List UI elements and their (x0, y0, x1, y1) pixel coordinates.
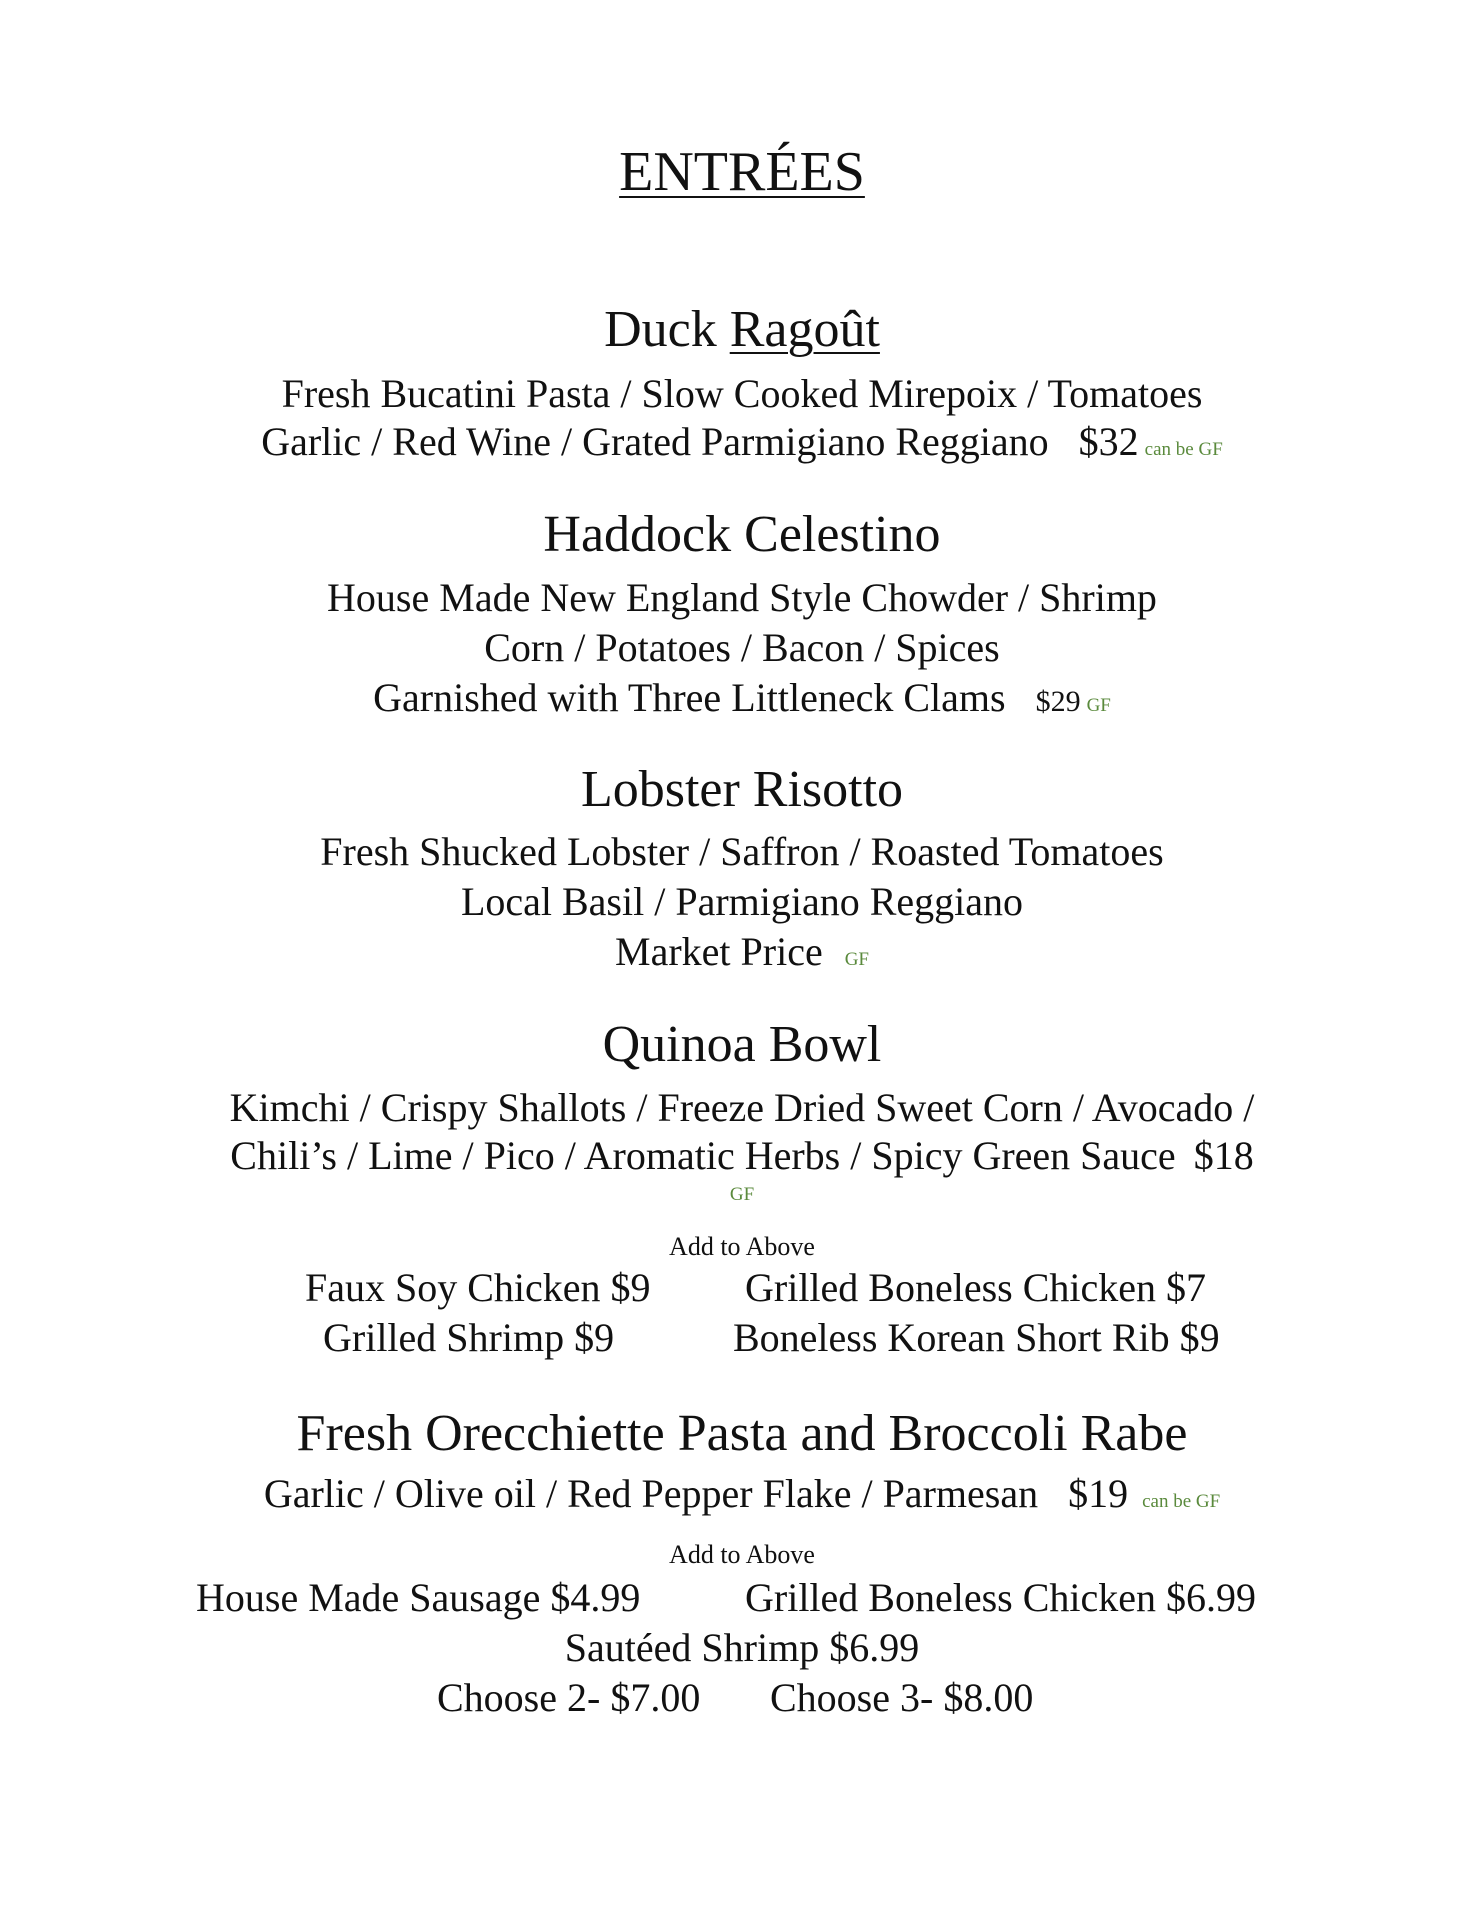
dish-price: $19 (1068, 1471, 1129, 1516)
dish-description-line: Corn / Potatoes / Bacon / Spices (484, 625, 1000, 670)
dish-description-line (0, 1470, 1484, 1517)
dish-description-line (0, 674, 1484, 721)
dish-description-line: Fresh Shucked Lobster / Saffron / Roasted Tomatoes (320, 829, 1164, 874)
add-on-item: Grilled Shrimp $9 (323, 1315, 615, 1360)
dish-haddock-title: Haddock Celestino (543, 506, 941, 563)
dish-name-part: Duck (604, 301, 717, 358)
add-on-item: Grilled Boneless Chicken $7 (745, 1265, 1207, 1310)
dish-description-line: Local Basil / Parmigiano Reggiano (460, 879, 1024, 924)
gf-note: can be GF (1142, 1491, 1221, 1512)
dish-price: Market Price (615, 929, 823, 974)
dish-description-line: Fresh Bucatini Pasta / Slow Cooked Mirepoix / Tomatoes (281, 371, 1203, 416)
dish-description-line (0, 1132, 1484, 1179)
dish-description-text: Garnished with Three Littleneck Clams (373, 675, 1006, 720)
gf-note: GF (729, 1184, 755, 1205)
gf-note: can be GF (1144, 439, 1223, 460)
add-to-above-label: Add to Above (669, 1540, 815, 1569)
dish-price: $32 (1078, 419, 1139, 464)
page-title: ENTRÉES (619, 141, 865, 203)
dish-name-part-underlined: Ragoût (729, 301, 880, 358)
dish-description-text: Chili’s / Lime / Pico / Aromatic Herbs / Spicy Green Sauce (230, 1133, 1176, 1178)
dish-lobster-title: Lobster Risotto (580, 761, 904, 818)
dish-price: $29 (1035, 685, 1081, 718)
gf-note: GF (844, 949, 869, 970)
dish-price: $18 (1193, 1133, 1254, 1178)
dish-quinoa-title: Quinoa Bowl (602, 1016, 882, 1073)
dish-price-line (0, 928, 1484, 975)
add-on-item: Sautéed Shrimp $6.99 (564, 1625, 920, 1670)
choose-option: Choose 2- $7.00 (437, 1675, 701, 1720)
add-on-item: Faux Soy Chicken $9 (305, 1265, 651, 1310)
dish-description-line: House Made New England Style Chowder / Shrimp (327, 575, 1157, 620)
dish-duck-ragout-title (0, 300, 1484, 359)
dish-description-line: Kimchi / Crispy Shallots / Freeze Dried Sweet Corn / Avocado / (229, 1085, 1255, 1130)
add-on-item: House Made Sausage $4.99 (196, 1575, 641, 1620)
add-to-above-label: Add to Above (669, 1232, 815, 1261)
add-on-item: Boneless Korean Short Rib $9 (733, 1315, 1220, 1360)
dish-description-line (0, 418, 1484, 465)
choose-option: Choose 3- $8.00 (770, 1675, 1034, 1720)
gf-note: GF (1086, 695, 1111, 716)
add-on-item: Grilled Boneless Chicken $6.99 (745, 1575, 1257, 1620)
dish-description-text: Garlic / Red Wine / Grated Parmigiano Reggiano (261, 419, 1049, 464)
dish-orecchiette-title: Fresh Orecchiette Pasta and Broccoli Rabe (296, 1405, 1188, 1462)
dish-description-text: Garlic / Olive oil / Red Pepper Flake / Parmesan (263, 1471, 1039, 1516)
